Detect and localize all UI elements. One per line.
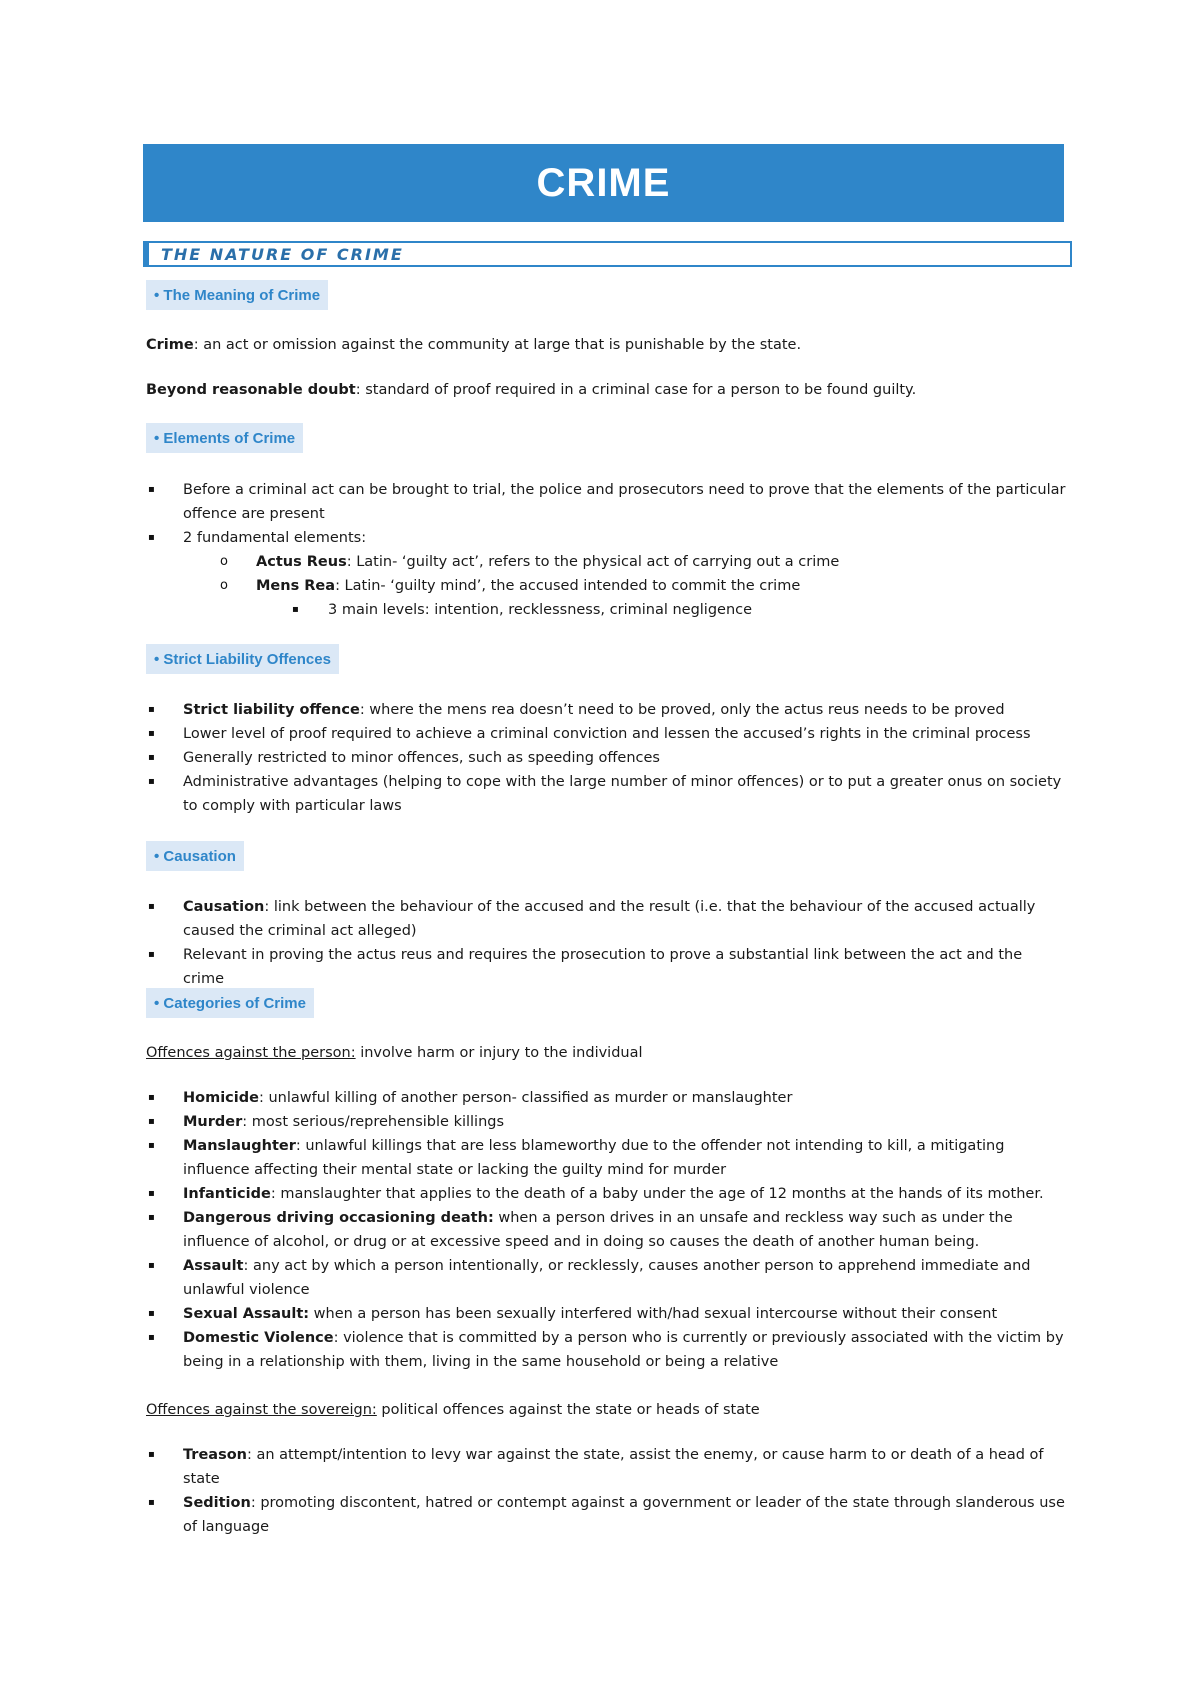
list-item-text: Administrative advantages (helping to cope with the large number of minor offences) or to put a greater onus on society to comply with particular laws xyxy=(183,774,1062,814)
list-item-text: : promoting discontent, hatred or contempt against a government or leader of the state through slanderous use of language xyxy=(183,1495,1065,1535)
circle-bullet-icon: o xyxy=(220,578,228,593)
list-item xyxy=(146,943,1066,991)
term: Causation xyxy=(183,899,265,915)
subheading-meaning: • The Meaning of Crime xyxy=(146,280,328,310)
subheading-categories: • Categories of Crime xyxy=(146,988,314,1018)
subheading-strict-liability: • Strict Liability Offences xyxy=(146,644,339,674)
list-item xyxy=(146,1182,1066,1206)
definition-crime xyxy=(146,333,1066,357)
list-item xyxy=(146,1086,1066,1110)
offences-against-sovereign-intro xyxy=(146,1398,1066,1422)
bullet-icon: ▪ xyxy=(148,1212,155,1223)
list-item xyxy=(146,1302,1066,1326)
list-item-text: : Latin- ‘guilty act’, refers to the physical act of carrying out a crime xyxy=(346,554,840,570)
offences-against-sovereign-list xyxy=(146,1443,1066,1539)
list-item-text: when a person has been sexually interfered with/had sexual intercourse without their consent xyxy=(309,1306,998,1322)
list-item-text: : most serious/reprehensible killings xyxy=(242,1114,505,1130)
term: Treason xyxy=(183,1447,247,1463)
list-item xyxy=(146,1254,1066,1302)
list-item-text: 3 main levels: intention, recklessness, criminal negligence xyxy=(328,602,753,618)
causation-list xyxy=(146,895,1066,991)
term: Sexual Assault: xyxy=(183,1306,310,1322)
list-item xyxy=(146,478,1066,526)
term: Mens Rea xyxy=(256,578,336,594)
term: Actus Reus xyxy=(256,554,347,570)
list-item-text: Lower level of proof required to achieve a criminal conviction and lessen the accused’s rights in the criminal process xyxy=(183,726,1031,742)
list-item-text: Relevant in proving the actus reus and requires the prosecution to prove a substantial link between the act and the crime xyxy=(183,947,1023,987)
list-item-text: : violence that is committed by a person who is currently or previously associated with the victim by being in a relationship with them, living in the same household or being a relative xyxy=(183,1330,1064,1370)
list-item xyxy=(146,598,1066,622)
list-item xyxy=(146,574,1066,598)
list-item-text: when a person drives in an unsafe and reckless way such as under the influence of alcohol, or drug or at excessive speed and in doing so causes the death of another human being. xyxy=(183,1210,1013,1250)
term: Beyond reasonable doubt xyxy=(146,382,356,398)
list-item xyxy=(146,1491,1066,1539)
list-item-text: : where the mens rea doesn’t need to be proved, only the actus reus needs to be proved xyxy=(359,702,1005,718)
bullet-icon: ▪ xyxy=(148,1092,155,1103)
bullet-icon: ▪ xyxy=(148,728,155,739)
offences-against-person-intro xyxy=(146,1041,1066,1065)
term: Assault xyxy=(183,1258,244,1274)
list-item-text: : link between the behaviour of the accused and the result (i.e. that the behaviour of the accused actually caused the criminal act alleged) xyxy=(183,899,1036,939)
category-text: involve harm or injury to the individual xyxy=(355,1045,643,1061)
list-item xyxy=(146,746,1066,770)
term: Crime xyxy=(146,337,194,353)
subheading-causation: • Causation xyxy=(146,841,244,871)
list-item xyxy=(146,550,1066,574)
bullet-icon: ▪ xyxy=(148,1116,155,1127)
list-item-text: : an attempt/intention to levy war against the state, assist the enemy, or cause harm to or death of a head of state xyxy=(183,1447,1044,1487)
list-item-text: : manslaughter that applies to the death of a baby under the age of 12 months at the hands of its mother. xyxy=(270,1186,1044,1202)
list-item-text: 2 fundamental elements: xyxy=(183,530,367,546)
definition-beyond-reasonable-doubt xyxy=(146,378,1066,402)
bullet-icon: ▪ xyxy=(148,901,155,912)
definition-text: : standard of proof required in a criminal case for a person to be found guilty. xyxy=(355,382,917,398)
list-item-text: Generally restricted to minor offences, such as speeding offences xyxy=(183,750,660,766)
definition-text: : an act or omission against the community at large that is punishable by the state. xyxy=(193,337,802,353)
term: Murder xyxy=(183,1114,243,1130)
list-item xyxy=(146,698,1066,722)
term: Infanticide xyxy=(183,1186,271,1202)
offences-against-person-list xyxy=(146,1086,1066,1374)
list-item xyxy=(146,770,1066,818)
bullet-icon: ▪ xyxy=(148,1188,155,1199)
bullet-icon: ▪ xyxy=(148,704,155,715)
elements-list xyxy=(146,478,1066,622)
list-item xyxy=(146,526,1066,550)
list-item xyxy=(146,1134,1066,1182)
bullet-icon: ▪ xyxy=(148,1140,155,1151)
bullet-icon: ▪ xyxy=(148,484,155,495)
list-item xyxy=(146,1326,1066,1374)
list-item xyxy=(146,895,1066,943)
list-item xyxy=(146,1443,1066,1491)
bullet-icon: ▪ xyxy=(148,1308,155,1319)
list-item-text: : unlawful killing of another person- classified as murder or manslaughter xyxy=(258,1090,793,1106)
list-item xyxy=(146,1206,1066,1254)
term: Strict liability offence xyxy=(183,702,360,718)
page-title: CRIME xyxy=(143,144,1064,222)
bullet-icon: ▪ xyxy=(148,949,155,960)
term: Dangerous driving occasioning death: xyxy=(183,1210,494,1226)
list-item xyxy=(146,1110,1066,1134)
term: Domestic Violence xyxy=(183,1330,334,1346)
strict-liability-list xyxy=(146,698,1066,818)
bullet-icon: ▪ xyxy=(292,604,299,615)
term: Manslaughter xyxy=(183,1138,296,1154)
bullet-icon: ▪ xyxy=(148,1332,155,1343)
list-item-text: : Latin- ‘guilty mind’, the accused intended to commit the crime xyxy=(335,578,801,594)
bullet-icon: ▪ xyxy=(148,1497,155,1508)
subheading-elements: • Elements of Crime xyxy=(146,423,303,453)
term: Homicide xyxy=(183,1090,259,1106)
list-item-text: : unlawful killings that are less blameworthy due to the offender not intending to kill, a mitigating influence affecting their mental state or lacking the guilty mind for murder xyxy=(183,1138,1005,1178)
bullet-icon: ▪ xyxy=(148,752,155,763)
category-text: political offences against the state or heads of state xyxy=(376,1402,760,1418)
list-item-text: : any act by which a person intentionally, or recklessly, causes another person to apprehend immediate and unlawful violence xyxy=(183,1258,1031,1298)
category-label: Offences against the person: xyxy=(146,1045,356,1061)
category-label: Offences against the sovereign: xyxy=(146,1402,377,1418)
bullet-icon: ▪ xyxy=(148,532,155,543)
term: Sedition xyxy=(183,1495,251,1511)
list-item-text: Before a criminal act can be brought to trial, the police and prosecutors need to prove that the elements of the particular offence are present xyxy=(183,482,1066,522)
circle-bullet-icon: o xyxy=(220,554,228,569)
list-item xyxy=(146,722,1066,746)
bullet-icon: ▪ xyxy=(148,776,155,787)
section-heading: THE NATURE OF CRIME xyxy=(143,241,1072,267)
bullet-icon: ▪ xyxy=(148,1260,155,1271)
bullet-icon: ▪ xyxy=(148,1449,155,1460)
